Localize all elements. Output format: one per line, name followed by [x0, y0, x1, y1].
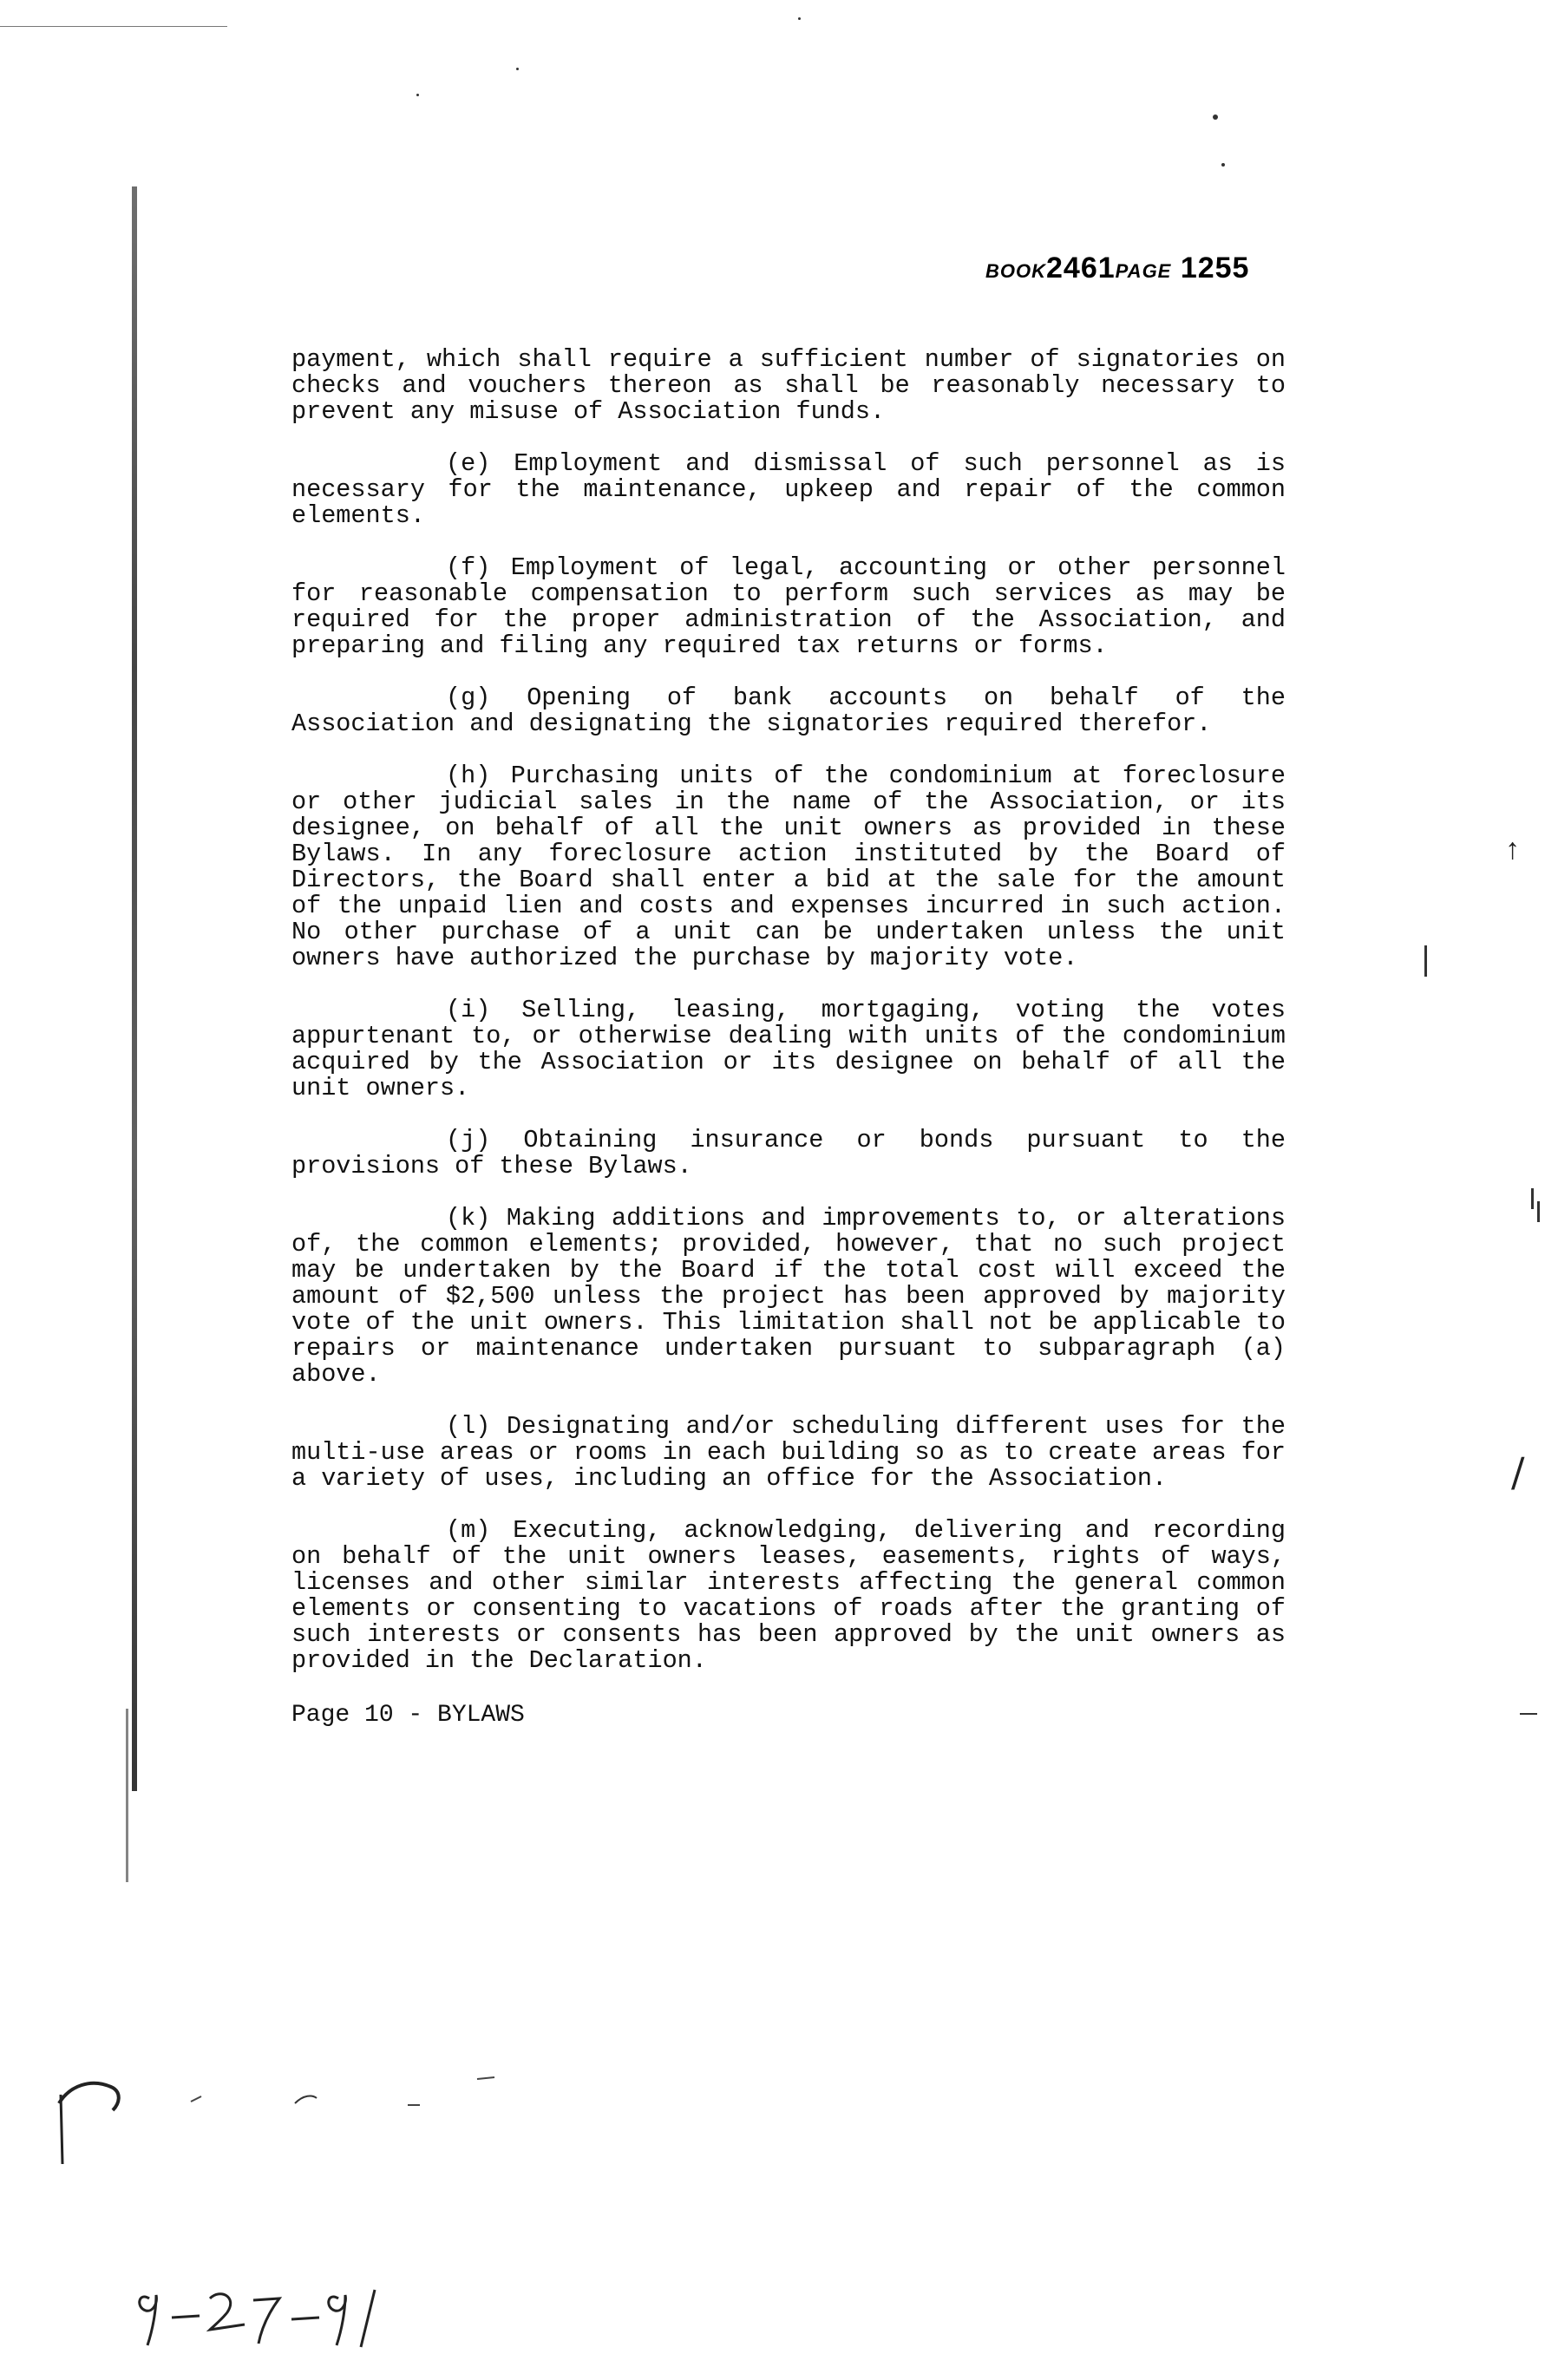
paragraph-continuation: payment, which shall require a sufficient number of signatories on checks and vouchers thereon as shall be reasonably necessary to prevent any misuse of Association funds.	[291, 345, 1286, 426]
scan-speck	[1221, 163, 1225, 167]
scan-speck	[516, 68, 519, 70]
document-body	[291, 347, 1286, 1700]
paragraph-i: (i) Selling, leasing, mortgaging, voting the votes appurtenant to, or otherwise dealing with units of the condominium acquired by the Association or its designee on behalf of all the unit owners.	[291, 996, 1286, 1102]
scan-speck	[416, 94, 419, 96]
handwritten-date-drawing	[130, 2272, 408, 2359]
handwritten-date	[130, 2272, 408, 2364]
paragraph-f: (f) Employment of legal, accounting or other personnel for reasonable compensation to perform such services as may be required for the proper administration of the Association, and preparing and filing any required tax returns or forms.	[291, 553, 1286, 660]
page-footer: Page 10 - BYLAWS	[291, 1702, 525, 1729]
book-ref-prefix: BOOK	[985, 260, 1046, 282]
margin-slash-mark: /	[1511, 1448, 1525, 1495]
scan-speck	[1520, 1713, 1537, 1715]
paragraph-k: (k) Making additions and improvements to, or alterations of, the common elements; provided, however, that no such project may be undertaken by the Board if the total cost will exceed the amount of $2,500 unless the project has been approved by majority vote of the unit owners. This limitation shall not be applicable to repairs or maintenance undertaken pursuant to subparagraph (a) above.	[291, 1204, 1286, 1389]
paragraph-e: (e) Employment and dismissal of such personnel as is necessary for the maintenance, upkeep and repair of the common elements.	[291, 449, 1286, 530]
paragraph-g: (g) Opening of bank accounts on behalf of the Association and designating the signatories required therefor.	[291, 683, 1286, 738]
scan-left-edge-shadow	[132, 186, 137, 1791]
scan-speck	[1531, 1188, 1534, 1209]
scan-speck	[1537, 1201, 1540, 1222]
scan-speck	[798, 17, 801, 20]
book-number: 2461	[1046, 252, 1116, 284]
scan-speck	[1213, 114, 1218, 120]
paragraph-h: (h) Purchasing units of the condominium at foreclosure or other judicial sales in the name of the Association, or its designee, on behalf of all the unit owners as provided in these Bylaws. In any foreclosure action instituted by the Board of Directors, the Board shall enter a bid at the sale for the amount of the unpaid lien and costs and expenses incurred in such action. No other purchase of a unit can be undertaken unless the unit owners have authorized the purchase by majority vote.	[291, 762, 1286, 972]
paragraph-m: (m) Executing, acknowledging, delivering and recording on behalf of the unit owners leases, easements, rights of ways, licenses and other similar interests affecting the general common elements or consenting to vacations of roads after the granting of such interests or consents has been approved by the unit owners as provided in the Declaration.	[291, 1516, 1286, 1675]
margin-arrow-mark: ↑	[1505, 833, 1520, 866]
page-ref-prefix: PAGE	[1115, 260, 1172, 282]
paragraph-l: (l) Designating and/or scheduling different uses for the multi-use areas or rooms in each building so as to create areas for a variety of uses, including an office for the Association.	[291, 1412, 1286, 1493]
scan-left-edge-shadow-lower	[126, 1709, 128, 1882]
scan-speck	[1424, 945, 1427, 977]
scan-top-line	[0, 26, 227, 27]
scribble-marks	[52, 2069, 538, 2173]
book-page-reference	[985, 252, 1249, 285]
paragraph-j: (j) Obtaining insurance or bonds pursuant to the provisions of these Bylaws.	[291, 1126, 1286, 1180]
page-number: 1255	[1180, 252, 1250, 284]
